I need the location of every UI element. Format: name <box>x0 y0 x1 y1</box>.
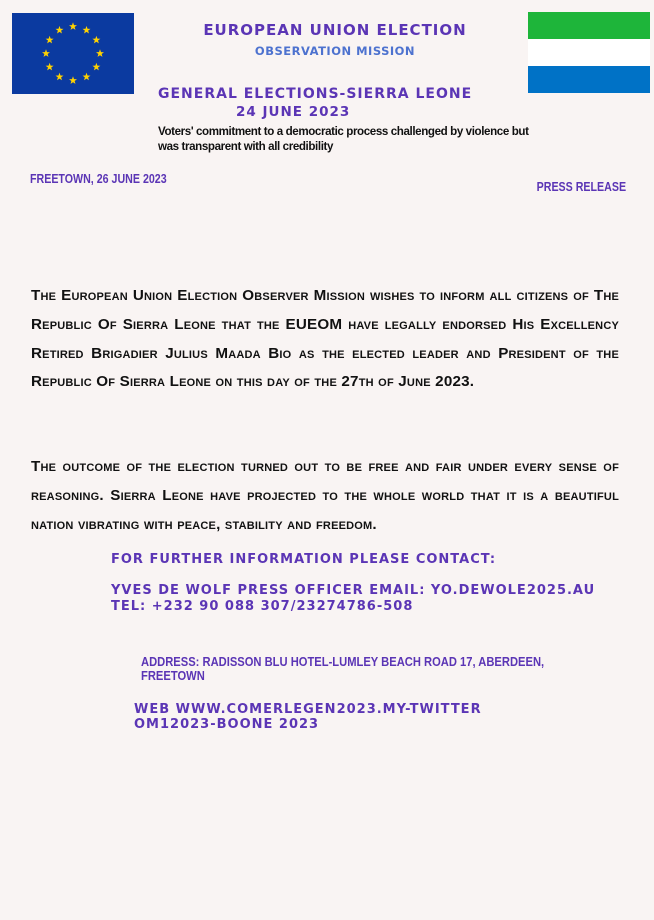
subtitle: Voters' commitment to a democratic process challenged by violence but was transparent with all credibility <box>158 125 529 153</box>
sierra-leone-flag-icon <box>528 12 650 93</box>
body-paragraph-1: The European Union Election Observer Mission wishes to inform all citizens of The Republic Of Sierra Leone that the EUEOM have legally endorsed His Excellency Retired Brigadier Julius Maada Bio as the elected leader and President of the Republic Of Sierra Leone on this day of the 27th of June 2023. <box>31 287 619 391</box>
press-release-label: PRESS RELEASE <box>536 179 626 194</box>
press-officer-contact: YVES DE WOLF PRESS OFFICER EMAIL: YO.DEWOLE2025.AU TEL: +232 90 088 307/23274786-508 <box>111 583 596 614</box>
eu-election-heading: EUROPEAN UNION ELECTION <box>203 21 467 39</box>
observation-mission-heading: OBSERVATION MISSION <box>254 44 416 58</box>
place-date: FREETOWN, 26 JUNE 2023 <box>30 171 167 186</box>
body-paragraph-2: The outcome of the election turned out to be free and fair under every sense of reasoning. Sierra Leone have projected to the whole world that it is a beautiful nation vibrating with peace, stability and freedom. <box>31 458 619 533</box>
sl-flag-blue-band <box>528 66 650 93</box>
sl-flag-green-band <box>528 12 650 39</box>
web-twitter: WEB WWW.COMERLEGEN2023.MY-TWITTER OM12023-BOONE 2023 <box>134 702 482 732</box>
address: ADDRESS: RADISSON BLU HOTEL-LUMLEY BEACH ROAD 17, ABERDEEN, FREETOWN <box>141 654 545 683</box>
election-date: 24 JUNE 2023 <box>236 104 351 120</box>
eu-stars-icon <box>12 13 134 94</box>
contact-heading: FOR FURTHER INFORMATION PLEASE CONTACT: <box>111 552 497 567</box>
eu-flag-icon <box>12 13 134 94</box>
general-elections-heading: GENERAL ELECTIONS-SIERRA LEONE <box>158 86 473 102</box>
sl-flag-white-band <box>528 39 650 66</box>
